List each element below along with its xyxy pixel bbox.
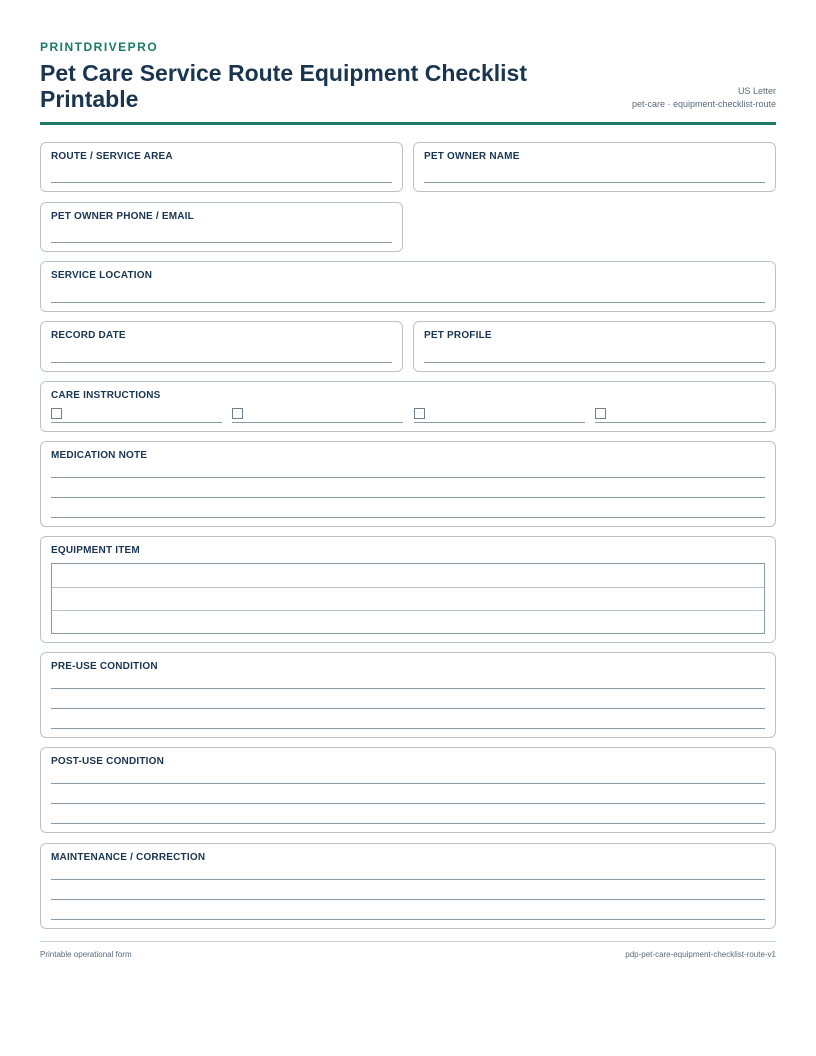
- pet-owner-contact-label: PET OWNER PHONE / EMAIL: [51, 211, 194, 222]
- paper-size: US Letter: [737, 86, 776, 96]
- record-date-field[interactable]: [40, 321, 403, 372]
- footer-divider: [40, 941, 776, 942]
- equipment-table[interactable]: [51, 563, 765, 634]
- write-line[interactable]: [51, 823, 765, 824]
- care-checkbox-item[interactable]: [595, 408, 766, 423]
- document-slug: pet-care · equipment-checklist-route: [631, 99, 776, 109]
- pet-profile-field[interactable]: [413, 321, 776, 372]
- maintenance-correction-field[interactable]: [40, 843, 776, 929]
- equipment-item-field: [40, 536, 776, 643]
- pet-owner-name-label: PET OWNER NAME: [424, 151, 520, 162]
- route-service-area-field[interactable]: [40, 142, 403, 192]
- pre-use-condition-label: PRE-USE CONDITION: [51, 661, 158, 672]
- write-line[interactable]: [424, 362, 765, 363]
- write-line[interactable]: [51, 708, 765, 709]
- pre-use-condition-field[interactable]: [40, 652, 776, 738]
- write-line[interactable]: [424, 182, 765, 183]
- pet-profile-label: PET PROFILE: [424, 330, 492, 341]
- checkbox[interactable]: [51, 408, 62, 419]
- checkbox[interactable]: [232, 408, 243, 419]
- route-service-area-label: ROUTE / SERVICE AREA: [51, 151, 173, 162]
- write-line[interactable]: [51, 803, 765, 804]
- footer-note: Printable operational form: [40, 950, 132, 959]
- header-divider: [40, 122, 776, 125]
- table-row-divider: [52, 587, 764, 588]
- write-line[interactable]: [51, 182, 392, 183]
- care-checkbox-item[interactable]: [51, 408, 222, 423]
- write-line[interactable]: [51, 688, 765, 689]
- write-line[interactable]: [51, 242, 392, 243]
- care-checkbox-item[interactable]: [232, 408, 403, 423]
- write-line[interactable]: [51, 302, 765, 303]
- checkbox[interactable]: [414, 408, 425, 419]
- care-instructions-label: CARE INSTRUCTIONS: [51, 390, 161, 401]
- write-line[interactable]: [51, 728, 765, 729]
- write-line[interactable]: [51, 783, 765, 784]
- post-use-condition-label: POST-USE CONDITION: [51, 756, 165, 767]
- pet-owner-name-field[interactable]: [413, 142, 776, 192]
- write-line[interactable]: [51, 899, 765, 900]
- equipment-item-label: EQUIPMENT ITEM: [51, 545, 140, 556]
- service-location-field[interactable]: [40, 261, 776, 312]
- care-instructions-field: [40, 381, 776, 432]
- form-id: pdp-pet-care-equipment-checklist-route-v1: [625, 950, 776, 959]
- medication-note-field[interactable]: [40, 441, 776, 527]
- document-meta: [632, 85, 776, 111]
- write-line[interactable]: [51, 497, 765, 498]
- maintenance-correction-label: MAINTENANCE / CORRECTION: [51, 852, 206, 863]
- record-date-label: RECORD DATE: [51, 330, 126, 341]
- checkbox[interactable]: [595, 408, 606, 419]
- brand-name: PRINTDRIVEPRO: [40, 40, 159, 54]
- write-line[interactable]: [51, 919, 765, 920]
- service-location-label: SERVICE LOCATION: [51, 270, 153, 281]
- write-line[interactable]: [51, 517, 765, 518]
- table-row-divider: [52, 610, 764, 611]
- page-title: Pet Care Service Route Equipment Checklist Printable: [40, 60, 527, 112]
- pet-owner-contact-field[interactable]: [40, 202, 403, 252]
- medication-note-label: MEDICATION NOTE: [51, 450, 148, 461]
- care-checkbox-item[interactable]: [414, 408, 585, 423]
- post-use-condition-field[interactable]: [40, 747, 776, 833]
- write-line[interactable]: [51, 477, 765, 478]
- write-line[interactable]: [51, 362, 392, 363]
- write-line[interactable]: [51, 879, 765, 880]
